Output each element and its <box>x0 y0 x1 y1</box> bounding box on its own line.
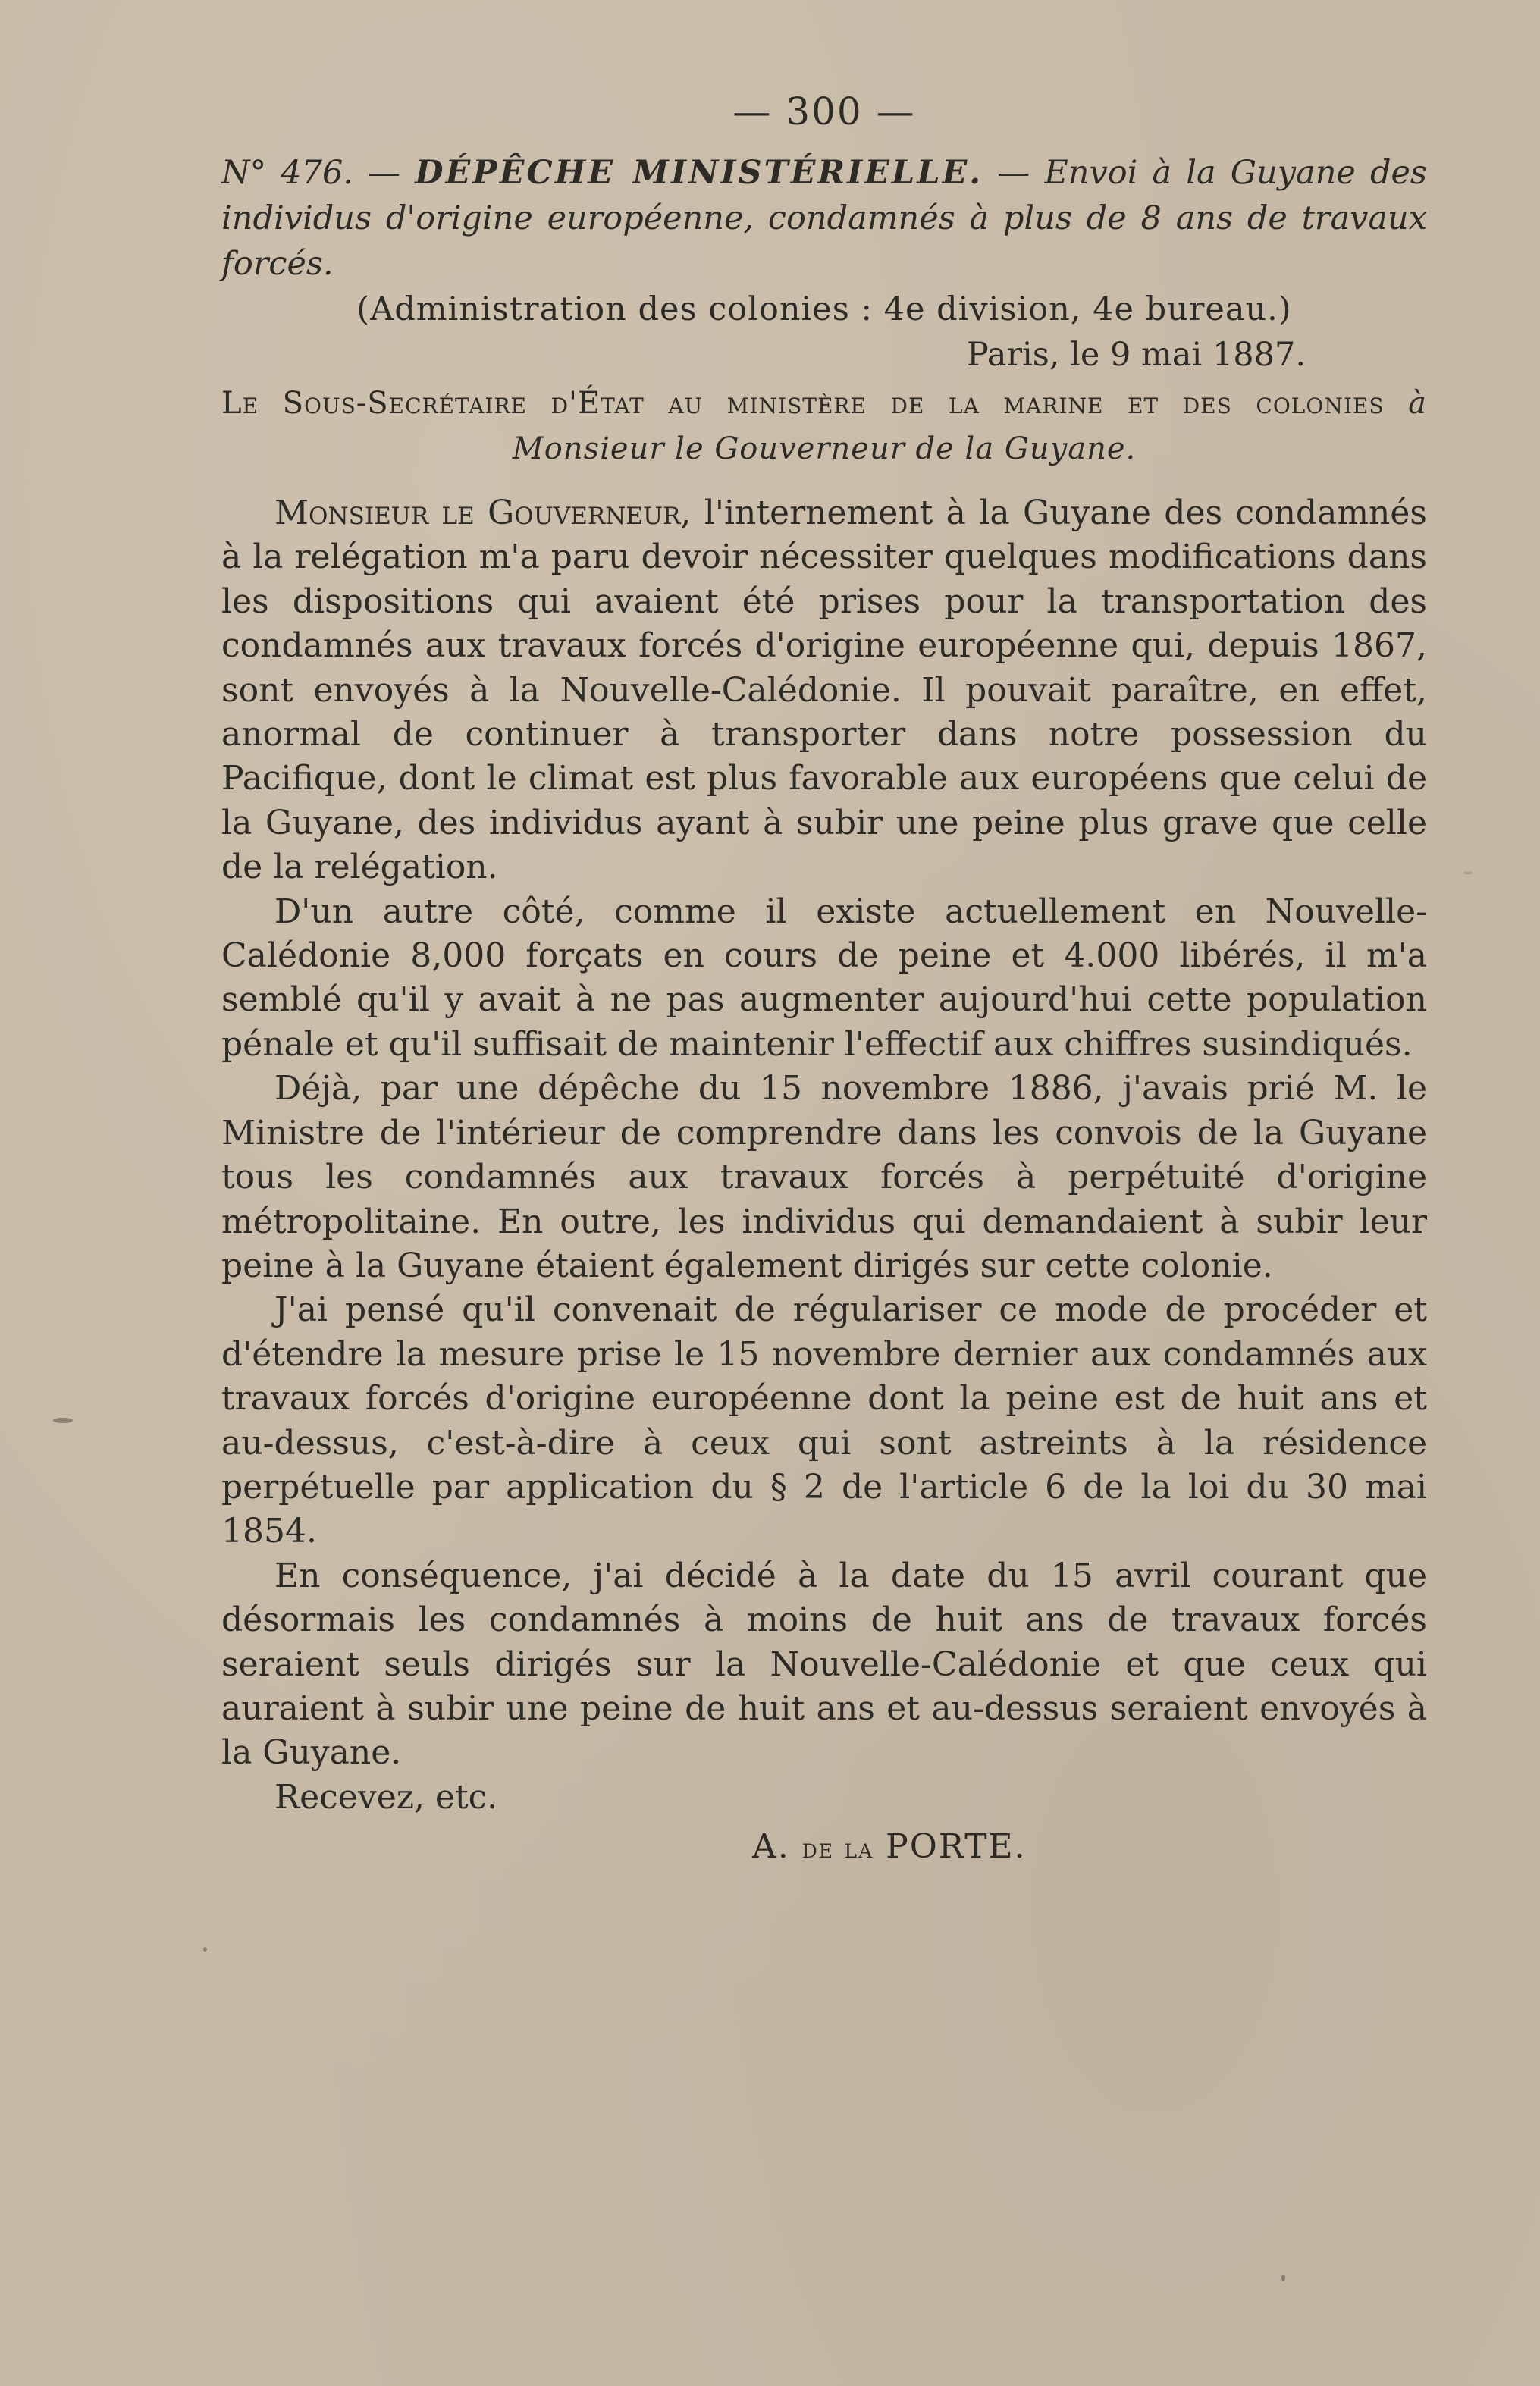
paper-speck <box>53 1418 73 1423</box>
paper-speck <box>1281 2275 1285 2281</box>
document-title: DÉPÊCHE MINISTÉRIELLE. <box>415 154 983 192</box>
sender-line <box>221 381 1427 472</box>
closing: Recevez, etc. <box>274 1777 498 1817</box>
dateline: Paris, le 9 mai 1887. <box>966 336 1306 374</box>
paragraph: Déjà, par une dépêche du 15 novembre 1886, j'avais prié M. le Ministre de l'intérieur de comprendre dans les convois de la Guyane tous les condamnés aux travaux forcés à perpétuité d'origine métropolitaine. En outre, les individus qui demandaient à subir leur peine à la Guyane étaient également dirigés sur cette colonie. <box>221 1069 1427 1285</box>
sender-to: à Monsieur le Gouverneur de la Guyane. <box>512 386 1427 466</box>
signature-initial: A. <box>752 1827 790 1867</box>
signature <box>221 1824 1427 1872</box>
document-number: N° 476. — <box>221 154 401 192</box>
administration-line: (Administration des colonies : 4e division, 4e bureau.) <box>356 290 1292 328</box>
paragraph: D'un autre côté, comme il existe actuellement en Nouvelle-Calédonie 8,000 forçats en cours de peine et 4.000 libérés, il m'a semblé qu'il y avait à ne pas augmenter aujourd'hui cette population pénale et qu'il suffisait de maintenir l'effectif aux chiffres susindiqués. <box>221 892 1427 1064</box>
document-subject: — Envoi à la Guyane des individus d'origine européenne, condamnés à plus de 8 ans de travaux forcés. <box>221 154 1427 283</box>
text-block <box>221 89 1427 1872</box>
paragraph <box>221 491 1427 890</box>
paper-speck <box>203 1947 207 1952</box>
signature-particle: de la <box>801 1833 874 1865</box>
signature-name: PORTE. <box>886 1827 1027 1867</box>
paper-speck <box>1463 872 1473 874</box>
sender-from: Le Sous-Secrétaire d'État au ministère de la marine et des colonies <box>221 386 1385 421</box>
paragraph: J'ai pensé qu'il convenait de régulariser ce mode de procéder et d'étendre la mesure prise le 15 novembre dernier aux condamnés aux travaux forcés d'origine européenne dont la peine est de huit ans et au-dessus, c'est-à-dire à ceux qui sont astreints à la résidence perpétuelle par application du § 2 de l'article 6 de la loi du 30 mai 1854. <box>221 1290 1427 1551</box>
salutation: Monsieur le Gouverneur, <box>274 494 692 532</box>
page-number: — 300 — <box>732 89 916 133</box>
paragraph: En conséquence, j'ai décidé à la date du 15 avril courant que désormais les condamnés à moins de huit ans de travaux forcés seraient seuls dirigés sur la Nouvelle-Calédonie et que ceux qui auraient à subir une peine de huit ans et au-dessus seraient envoyés à la Guyane. <box>221 1556 1427 1773</box>
paragraph-text: l'internement à la Guyane des condamnés à la relégation m'a paru devoir nécessiter quelques modifications dans les dispositions qui avaient été prises pour la transportation des condamnés aux travaux forcés d'origine européenne qui, depuis 1867, sont envoyés à la Nouvelle-Calédonie. Il pouvait paraître, en effet, anormal de continuer à transporter dans notre possession du Pacifique, dont le climat est plus favorable aux européens que celui de la Guyane, des individus ayant à subir une peine plus grave que celle de la relégation. <box>221 494 1427 887</box>
document-heading <box>221 150 1427 287</box>
